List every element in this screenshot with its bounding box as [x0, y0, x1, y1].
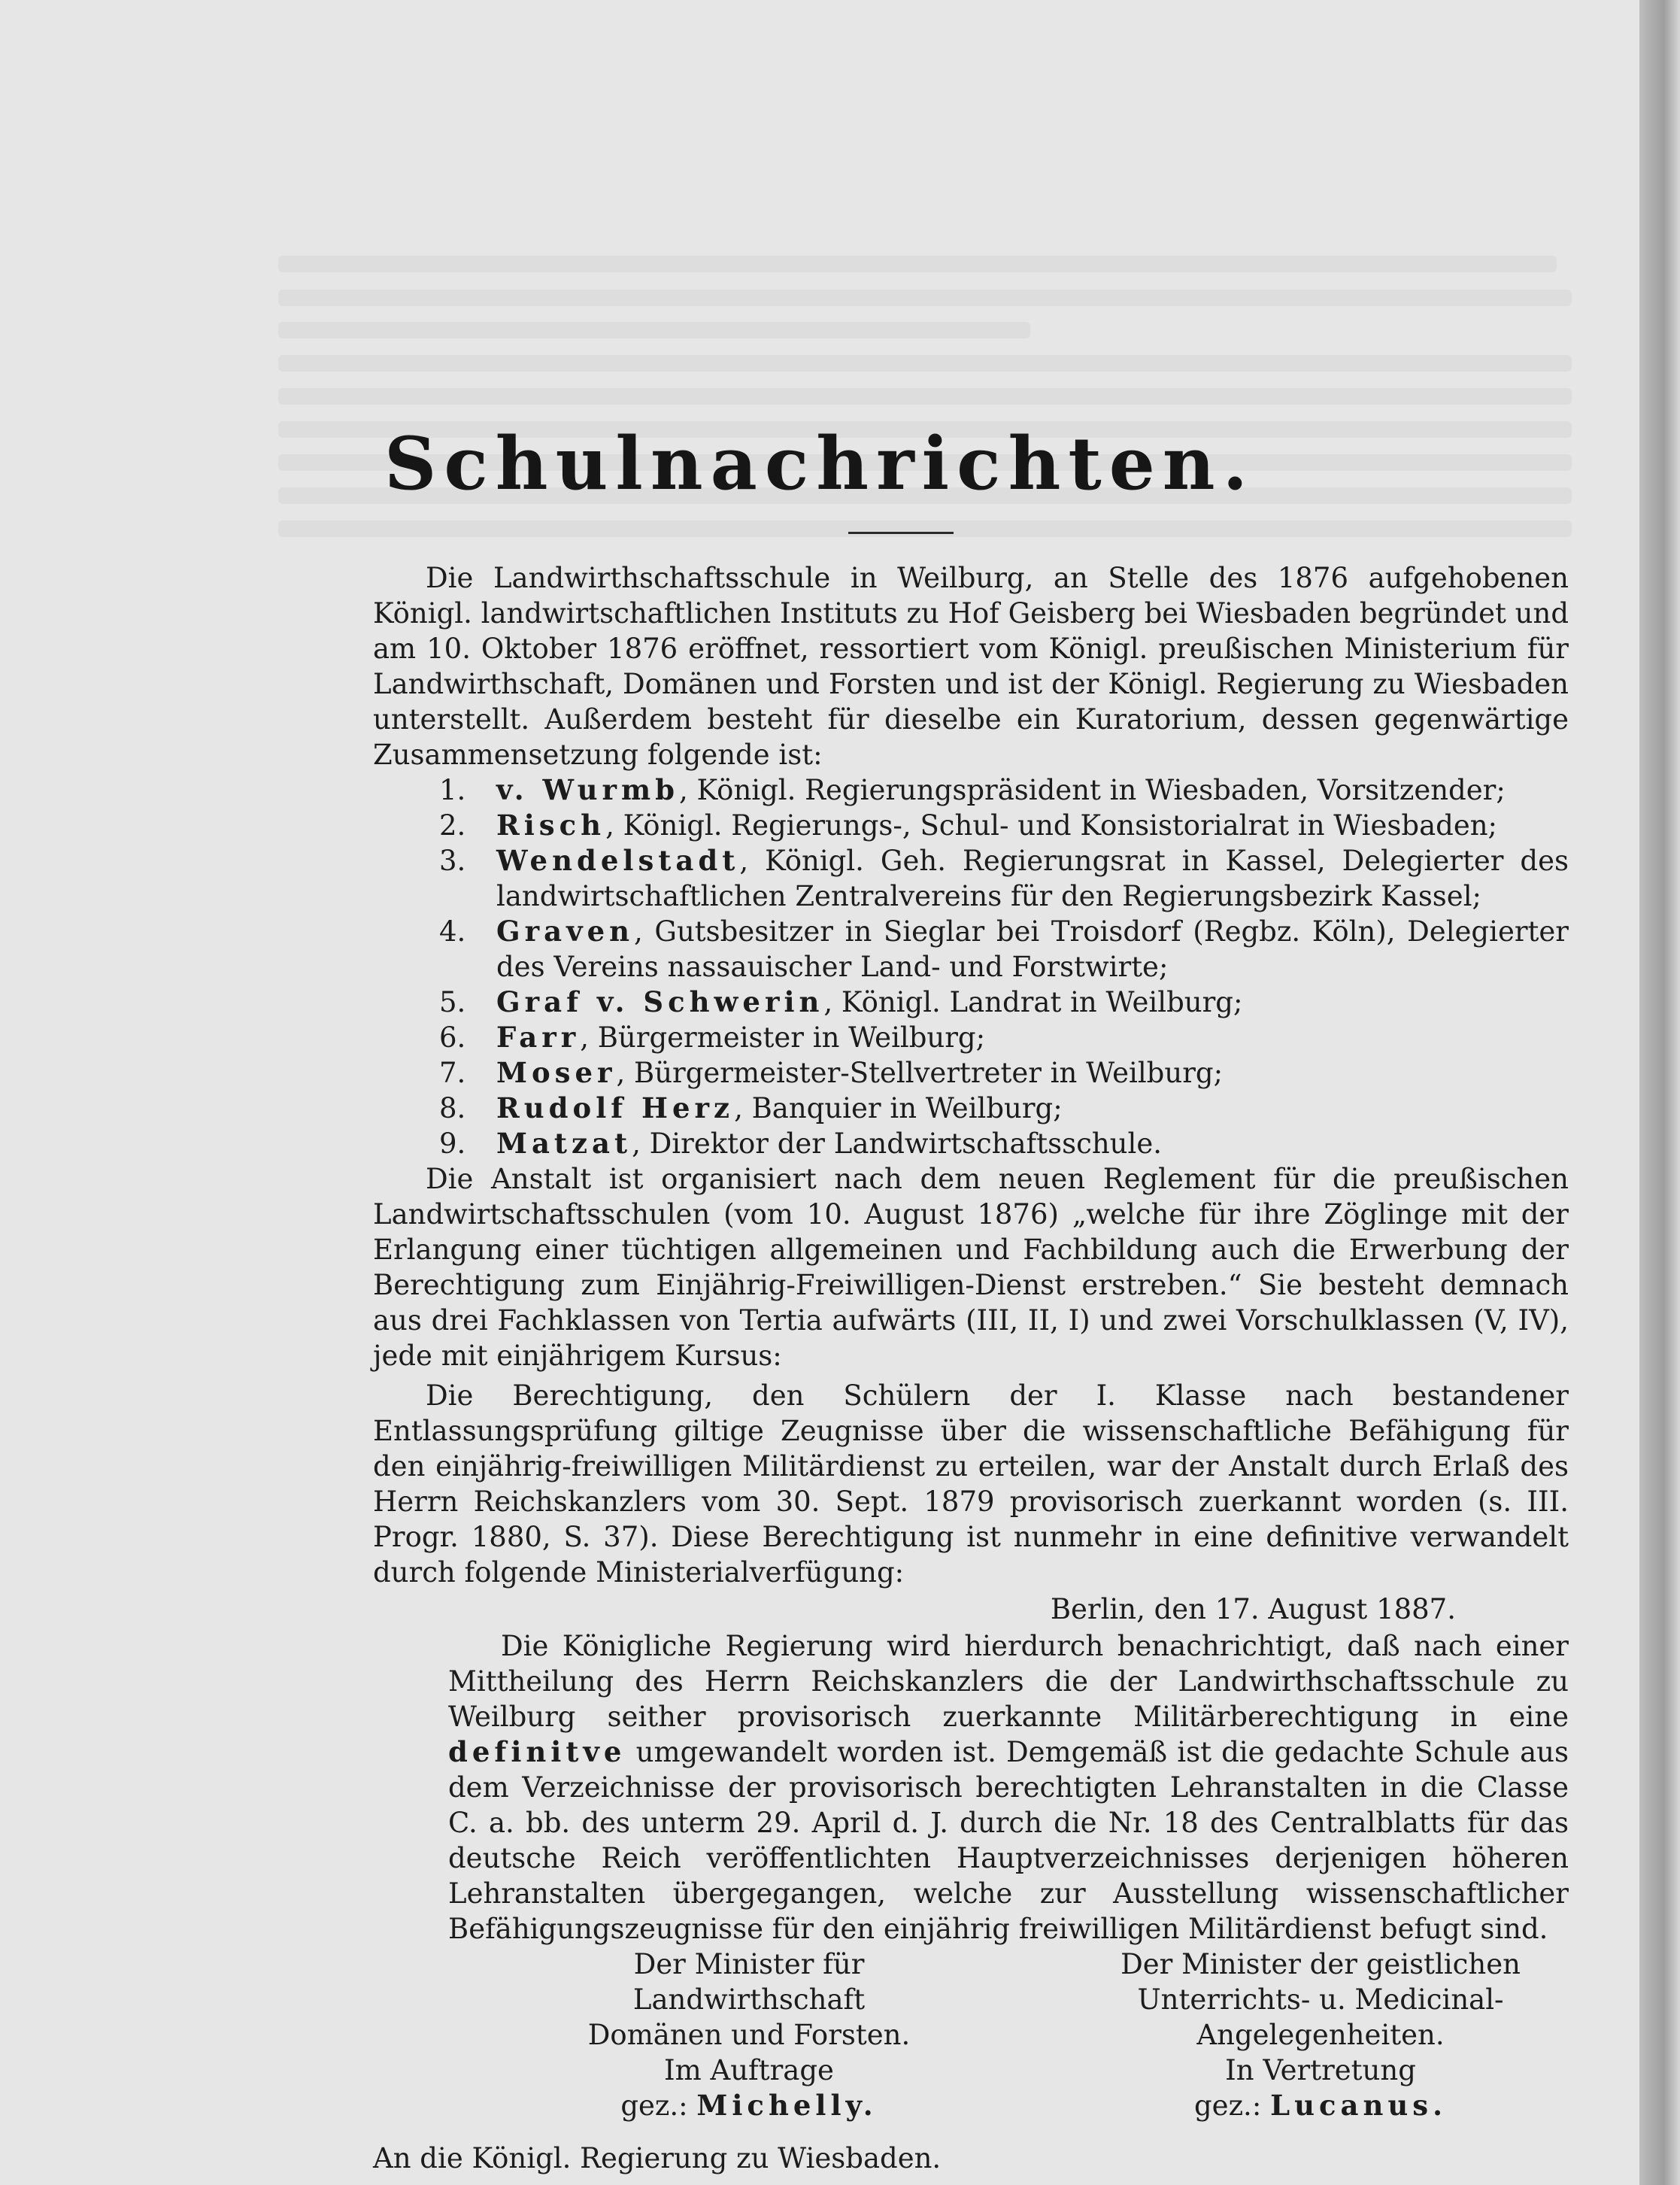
member-name: Graf v. Schwerin: [496, 985, 824, 1018]
signature-left-line3: Im Auftrage: [664, 2054, 834, 2086]
list-number: 3.: [439, 845, 466, 877]
member-role: , Direktor der Landwirtschaftsschule.: [632, 1127, 1162, 1160]
addressee: An die Königl. Regierung zu Wiesbaden.: [373, 2142, 942, 2174]
title-rule: [848, 532, 954, 534]
signature-right-line2: Unterrichts- u. Medicinal-Angelegenheiten.: [1137, 1983, 1504, 2051]
list-item: [373, 1126, 1569, 1161]
bleed-through-line: [278, 520, 1572, 537]
member-role: , Königl. Geh. Regierungsrat in Kassel, Delegierter des landwirtschaftlichen Zentralvereins für den Regierungsbezirk Kassel;: [496, 845, 1569, 912]
list-item: [373, 1091, 1569, 1126]
berechtigung-paragraph: Die Berechtigung, den Schülern der I. Klasse nach bestandener Entlassungsprüfung giltige Zeugnisse über die wissenschaftliche Befähigung für den einjährig-freiwilligen Militärdienst zu erteilen, war der Anstalt durch Erlaß des Herrn Reichskanzlers vom 30. Sept. 1879 provisorisch zuerkannt worden (s. III. Progr. 1880, S. 37). Diese Berechtigung ist nunmehr in eine definitive verwandelt durch folgende Ministerialverfügung:: [373, 1379, 1569, 1589]
bleed-through-line: [278, 322, 1030, 338]
member-name: Rudolf Herz: [496, 1091, 735, 1124]
list-number: 6.: [439, 1021, 466, 1054]
member-role: , Königl. Landrat in Weilburg;: [823, 986, 1243, 1018]
decree-date: Berlin, den 17. August 1887.: [1050, 1593, 1456, 1625]
signature-left-name: Michelly.: [696, 2089, 878, 2122]
member-role: , Königl. Regierungspräsident in Wiesbaden, Vorsitzender;: [679, 774, 1506, 806]
decree-emphasis: definitve: [448, 1735, 626, 1768]
signature-left-sign: [516, 2088, 982, 2123]
member-name: v. Wurmb: [496, 773, 680, 806]
list-number: 7.: [439, 1057, 466, 1089]
member-name: Risch: [496, 809, 606, 842]
signature-right-line1: Der Minister der geistlichen: [1121, 1948, 1521, 1980]
signature-right-name: Lucanus.: [1270, 2089, 1447, 2122]
bleed-through-line: [278, 388, 1572, 405]
signature-block: [373, 1947, 1569, 2120]
decree-text-before: Die Königliche Regierung wird hierdurch benachrichtigt, daß nach einer Mittheilung des Herrn Reichskanzlers die der Landwirthschaftsschule zu Weilburg seither provisorisch zuerkannte Militärberechtigung in eine: [448, 1630, 1569, 1733]
list-number: 2.: [439, 809, 466, 842]
member-role: , Gutsbesitzer in Sieglar bei Troisdorf (Regbz. Köln), Delegierter des Vereins nassauischer Land- und Forstwirte;: [496, 915, 1569, 983]
list-number: 4.: [439, 915, 466, 948]
list-number: 5.: [439, 986, 466, 1018]
bleed-through-line: [278, 290, 1572, 306]
list-item: [373, 1055, 1569, 1091]
page-title: Schulnachrichten.: [384, 421, 1256, 506]
list-item: [373, 772, 1569, 808]
list-item: [373, 985, 1569, 1020]
signature-left: [516, 1947, 982, 2123]
bleed-through-line: [278, 256, 1557, 272]
organisation-paragraph: Die Anstalt ist organisiert nach dem neuen Reglement für die preußischen Landwirtschaftsschulen (vom 10. August 1876) „welche für ihre Zöglinge mit der Erlangung einer tüchtigen allgemeinen und Fachbildung auch die Erwerbung der Berechtigung zum Einjährig-Freiwilligen-Dienst erstreben.“ Sie besteht demnach aus drei Fachklassen von Tertia aufwärts (III, II, I) und zwei Vorschulklassen (V, IV), jede mit einjährigem Kursus:: [373, 1163, 1569, 1372]
member-role: , Bürgermeister-Stellvertreter in Weilburg;: [616, 1057, 1224, 1089]
list-item: [373, 843, 1569, 914]
signature-left-line1: Der Minister für Landwirthschaft: [632, 1948, 866, 2016]
page-edge-shadow: [1639, 0, 1680, 2185]
member-name: Wendelstadt: [496, 844, 740, 877]
kuratorium-list: [373, 772, 1569, 1161]
list-number: 1.: [439, 774, 466, 806]
member-role: , Königl. Regierungs-, Schul- und Konsistorialrat in Wiesbaden;: [605, 809, 1498, 842]
member-role: , Bürgermeister in Weilburg;: [580, 1021, 986, 1054]
signature-right-prefix: gez.:: [1193, 2089, 1262, 2122]
member-name: Graven: [496, 915, 635, 948]
signature-right: [1050, 1947, 1591, 2123]
member-name: Matzat: [496, 1127, 632, 1160]
member-role: , Banquier in Weilburg;: [734, 1092, 1063, 1124]
signature-left-line2: Domänen und Forsten.: [587, 2019, 911, 2051]
bleed-through-line: [278, 355, 1572, 372]
member-name: Moser: [496, 1056, 617, 1089]
signature-right-sign: [1050, 2088, 1591, 2123]
list-item: [373, 808, 1569, 843]
decree-text-after: umgewandelt worden ist. Demgemäß ist die gedachte Schule aus dem Verzeichnisse der provisorisch berechtigten Lehranstalten in die Classe C. a. bb. des unterm 29. April d. J. durch die Nr. 18 des Centralblatts für das deutsche Reich veröffentlichten Hauptverzeichnisses derjenigen höheren Lehranstalten übergegangen, welche zur Ausstellung wissenschaftlicher Befähigungszeugnisse für den einjährig freiwilligen Militärdienst befugt sind.: [448, 1736, 1569, 1945]
signature-left-prefix: gez.:: [620, 2089, 688, 2122]
decree-text: [373, 1628, 1569, 1947]
intro-paragraph: Die Landwirthschaftsschule in Weilburg, an Stelle des 1876 aufgehobenen Königl. landwirtschaftlichen Instituts zu Hof Geisberg bei Wiesbaden begründet und am 10. Oktober 1876 eröffnet, ressortiert vom Königl. preußischen Ministerium für Landwirthschaft, Domänen und Forsten und ist der Königl. Regierung zu Wiesbaden unterstellt. Außerdem besteht für dieselbe ein Kuratorium, dessen gegenwärtige Zusammensetzung folgende ist:: [373, 562, 1569, 771]
list-number: 8.: [439, 1092, 466, 1124]
member-name: Farr: [496, 1021, 581, 1054]
list-number: 9.: [439, 1127, 466, 1160]
list-item: [373, 1020, 1569, 1055]
body-text: [373, 560, 1569, 2185]
signature-right-line3: In Vertretung: [1225, 2054, 1416, 2086]
list-item: [373, 914, 1569, 985]
